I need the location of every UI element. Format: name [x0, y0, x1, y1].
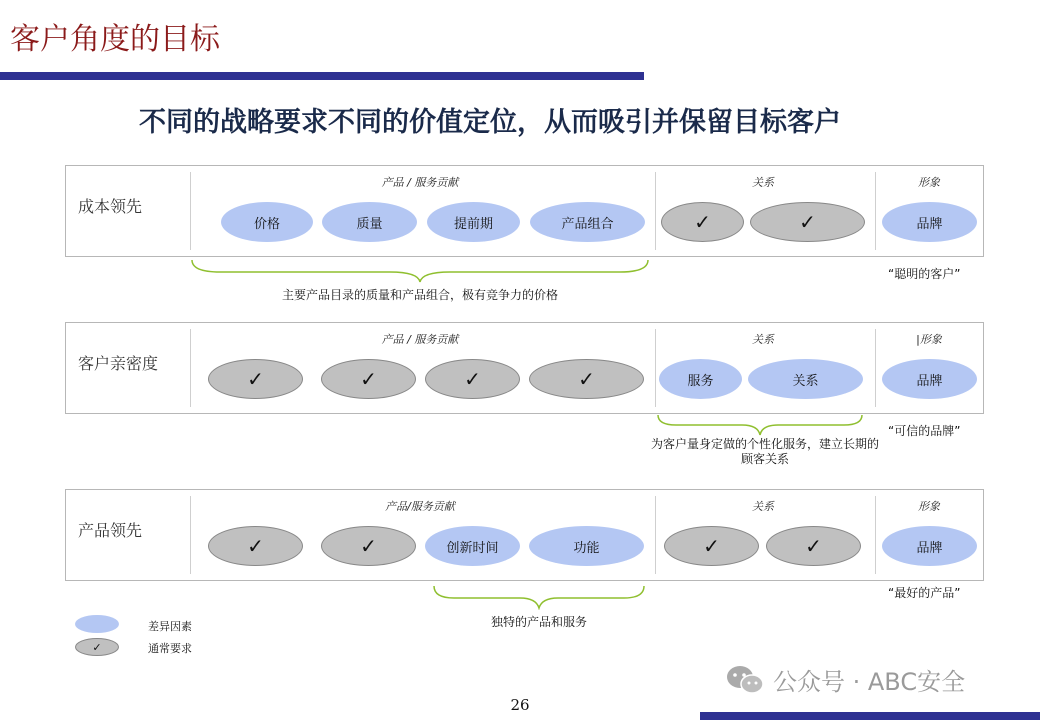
- watermark: [725, 662, 965, 697]
- strategy-note: 主要产品目录的质量和产品组合，极有竞争力的价格: [281, 288, 558, 302]
- divider: [655, 172, 656, 250]
- category-relationship: 关系: [752, 500, 774, 513]
- category-product-service: 产品 / 服务贡献: [381, 176, 459, 189]
- legend-diff-swatch: [75, 615, 119, 633]
- strategy-panel-product-leadership: [65, 489, 984, 581]
- strategy-note-line1: 为客户量身定做的个性化服务，建立长期的: [650, 437, 879, 451]
- check-oval: ✓: [664, 526, 759, 566]
- divider: [655, 496, 656, 574]
- value-oval: 关系: [748, 359, 863, 399]
- value-oval: 价格: [221, 202, 313, 242]
- divider: [655, 329, 656, 407]
- page-title: 客户角度的目标: [10, 22, 220, 57]
- brace-bracket: [190, 258, 650, 284]
- check-oval: ✓: [661, 202, 744, 242]
- brand-quote: “最好的产品”: [888, 586, 961, 600]
- divider: [875, 329, 876, 407]
- check-oval: ✓: [750, 202, 865, 242]
- check-oval: ✓: [766, 526, 861, 566]
- divider: [190, 329, 191, 407]
- category-image: 形象: [918, 176, 940, 189]
- category-relationship: 关系: [752, 176, 774, 189]
- brace-bracket: [432, 584, 646, 610]
- check-oval: ✓: [321, 526, 416, 566]
- brace-bracket: [656, 413, 864, 437]
- category-relationship: 关系: [752, 333, 774, 346]
- divider: [875, 496, 876, 574]
- value-oval: 品牌: [882, 202, 977, 242]
- footer-bar: [700, 712, 1040, 720]
- strategy-label: 成本领先: [78, 197, 143, 216]
- category-image: |形象: [916, 333, 942, 346]
- check-oval: ✓: [321, 359, 416, 399]
- check-oval: ✓: [529, 359, 644, 399]
- strategy-panel-cost-leadership: [65, 165, 984, 257]
- check-oval: ✓: [208, 359, 303, 399]
- strategy-label: 产品领先: [78, 521, 143, 540]
- value-oval: 服务: [659, 359, 742, 399]
- value-oval: 品牌: [882, 526, 977, 566]
- value-oval: 质量: [322, 202, 417, 242]
- legend-basic-label: 通常要求: [148, 642, 192, 655]
- title-underline-bar: [0, 72, 644, 80]
- divider: [875, 172, 876, 250]
- slide-subtitle: 不同的战略要求不同的价值定位，从而吸引并保留目标客户: [139, 107, 841, 138]
- strategy-note-line2: 顾客关系: [740, 452, 789, 466]
- legend-diff-label: 差异因素: [148, 620, 192, 633]
- check-oval: ✓: [208, 526, 303, 566]
- category-product-service: 产品 / 服务贡献: [381, 333, 459, 346]
- divider: [190, 496, 191, 574]
- check-oval: ✓: [425, 359, 520, 399]
- strategy-panel-customer-intimacy: [65, 322, 984, 414]
- value-oval: 功能: [529, 526, 644, 566]
- category-image: 形象: [918, 500, 940, 513]
- value-oval: 提前期: [427, 202, 520, 242]
- wechat-icon: [725, 664, 765, 696]
- strategy-note: 独特的产品和服务: [490, 615, 587, 629]
- legend-basic-swatch: ✓: [75, 638, 119, 656]
- brand-quote: “聪明的客户”: [888, 267, 961, 281]
- value-oval: 品牌: [882, 359, 977, 399]
- watermark-text: 公众号 · ABC安全: [773, 668, 966, 696]
- divider: [190, 172, 191, 250]
- strategy-label: 客户亲密度: [78, 354, 159, 373]
- value-oval: 创新时间: [425, 526, 520, 566]
- page-number: 26: [510, 696, 530, 714]
- brand-quote: “可信的品牌”: [888, 424, 961, 438]
- category-product-service: 产品/服务贡献: [385, 500, 455, 513]
- value-oval: 产品组合: [530, 202, 645, 242]
